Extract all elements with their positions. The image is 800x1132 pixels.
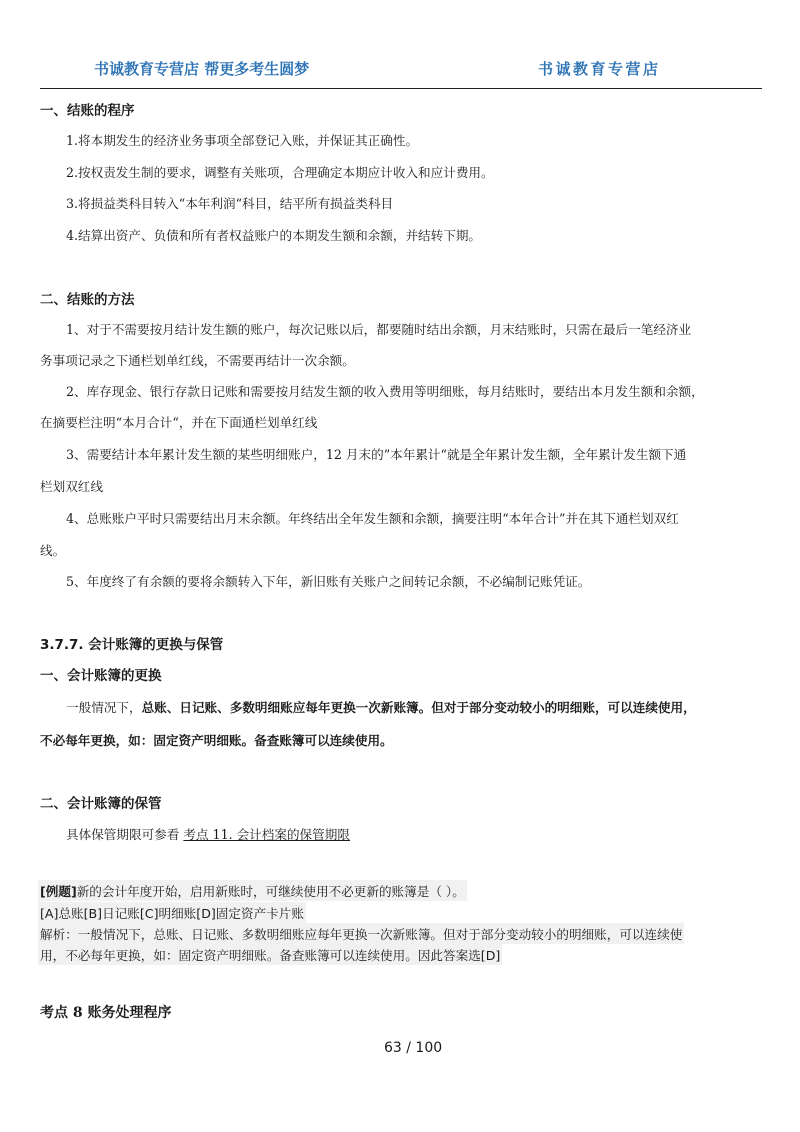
replacement-lead-text: 一般情况下，	[66, 700, 142, 715]
method-line-2: 务事项记录之下通栏划单红线，不需要再结计一次余额。	[40, 353, 355, 368]
example-options: [A]总账[B]日记账[C]明细账[D]固定资产卡片账	[38, 902, 306, 923]
example-tag: [例题]	[40, 884, 77, 899]
header-left-text: 书诚教育专营店 帮更多考生圆梦	[94, 60, 310, 78]
section-title-ledger-replacement: 3.7.7. 会计账簿的更换与保管	[40, 637, 224, 653]
procedure-item-3: 3.将损益类科目转入“本年利润“科目，结平所有损益类科目	[66, 196, 394, 211]
procedure-item-4: 4.结算出资产、负债和所有者权益账户的本期发生额和余额，并结转下期。	[66, 228, 482, 243]
example-question	[38, 880, 467, 901]
procedure-item-1: 1.将本期发生的经济业务事项全部登记入账，并保证其正确性。	[66, 133, 419, 148]
section-title-closing-procedure: 一、结账的程序	[40, 103, 135, 119]
method-line-9: 5、年度终了有余额的要将余额转入下年，新旧账有关账户之间转记余额，不必编制记账凭证。	[66, 574, 591, 589]
section-title-closing-method: 二、结账的方法	[40, 292, 135, 308]
example-analysis-line-2: 用，不必每年更换，如：固定资产明细账。备查账簿可以连续使用。因此答案选[D]	[38, 944, 502, 965]
custody-text: 具体保管期限可参看	[66, 827, 180, 842]
page-header	[40, 56, 762, 89]
subsection-title-replacement: 一、会计账簿的更换	[40, 668, 162, 684]
method-line-5: 3、需要结计本年累计发生额的某些明细账户，12 月末的”本年累计“就是全年累计发生额，全年累计发生额下通	[66, 447, 687, 462]
example-question-text: 新的会计年度开始，启用新账时，可继续使用不必更新的账簿是（ ）。	[76, 884, 465, 899]
page-number: 63 / 100	[384, 1040, 443, 1056]
header-right-text: 书诚教育专营店	[538, 60, 661, 78]
replacement-bold-text: 总账、日记账、多数明细账应每年更换一次新账簿。但对于部分变动较小的明细账，可以连续使用，	[141, 700, 696, 715]
method-line-7: 4、总账账户平时只需要结出月末余额。年终结出全年发生额和余额，摘要注明“本年合计”并在其下通栏划双红	[66, 511, 679, 526]
method-line-3: 2、库存现金、银行存款日记账和需要按月结发生额的收入费用等明细账，每月结账时，要结出本月发生额和余额，	[66, 384, 704, 399]
example-analysis-line-1: 解析：一般情况下，总账、日记账、多数明细账应每年更换一次新账簿。但对于部分变动较小的明细账，可以连续使	[38, 923, 684, 944]
method-line-4: 在摘要栏注明“本月合计“，并在下面通栏划单红线	[40, 415, 318, 430]
custody-paragraph	[66, 824, 350, 843]
section-title-accounting-procedure: 考点 8 账务处理程序	[40, 1005, 172, 1021]
method-line-8: 线。	[40, 543, 66, 558]
replacement-paragraph-line-1	[66, 697, 696, 716]
archive-retention-link[interactable]: 考点 11. 会计档案的保管期限	[183, 827, 350, 842]
subsection-title-custody: 二、会计账簿的保管	[40, 796, 162, 812]
replacement-paragraph-line-2: 不必每年更换，如：固定资产明细账。备查账簿可以连续使用。	[40, 733, 393, 748]
method-line-6: 栏划双红线	[40, 479, 103, 494]
method-line-1: 1、对于不需要按月结计发生额的账户，每次记账以后，都要随时结出余额，月末结账时，只需在最后一笔经济业	[66, 322, 692, 337]
procedure-item-2: 2.按权责发生制的要求，调整有关账项，合理确定本期应计收入和应计费用。	[66, 165, 494, 180]
